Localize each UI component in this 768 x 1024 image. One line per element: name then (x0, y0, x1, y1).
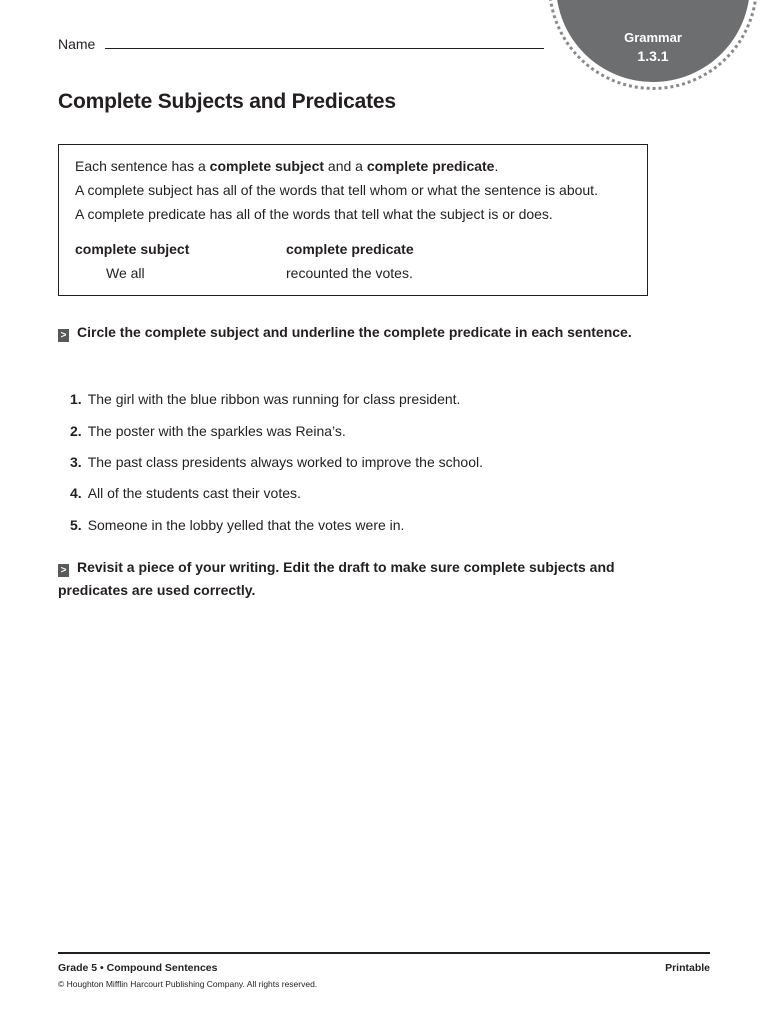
footer-copyright: © Houghton Mifflin Harcourt Publishing Company. All rights reserved. (58, 979, 318, 989)
complete-predicate-heading: complete predicate (286, 241, 414, 257)
list-item (70, 423, 346, 439)
footer-divider (58, 952, 710, 954)
list-item (70, 391, 460, 407)
arrow-right-icon: > (58, 329, 69, 342)
name-label: Name (58, 36, 96, 52)
info-l1-s3: complete predicate (366, 158, 495, 174)
directive-2-text: Revisit a piece of your writing. Edit the draft to make sure complete subjects and predicates are used correctly. (58, 559, 615, 598)
item-text: All of the students cast their votes. (87, 485, 301, 501)
list-item (70, 454, 483, 470)
item-number: 3. (70, 454, 82, 470)
item-number: 2. (70, 423, 82, 439)
item-text: The girl with the blue ribbon was running for class president. (87, 391, 461, 407)
list-item (70, 517, 404, 533)
footer-course: Grade 5 • Compound Sentences (58, 962, 218, 974)
info-l1-s0: Each sentence has a (75, 158, 210, 174)
list-item (70, 485, 301, 501)
item-number: 5. (70, 517, 82, 533)
example-subject: We all (106, 265, 145, 281)
badge-label: Grammar (624, 30, 682, 45)
arrow-right-icon: > (58, 564, 69, 577)
item-number: 1. (70, 391, 82, 407)
definition-line-2: A complete subject has all of the words that tell whom or what the sentence is about. (75, 182, 598, 198)
item-number: 4. (70, 485, 82, 501)
definition-line-3: A complete predicate has all of the words that tell what the subject is or does. (75, 206, 553, 222)
directive-2 (58, 556, 658, 602)
definition-box (58, 144, 648, 296)
info-l1-s1: complete subject (209, 158, 325, 174)
definition-line-1 (75, 158, 498, 174)
footer-printable: Printable (665, 962, 710, 974)
item-text: Someone in the lobby yelled that the votes were in. (87, 517, 405, 533)
badge-number: 1.3.1 (637, 48, 669, 64)
item-text: The poster with the sparkles was Reina’s. (87, 423, 346, 439)
complete-subject-heading: complete subject (75, 241, 190, 257)
directive-1 (58, 321, 658, 344)
info-l1-s2: and a (324, 158, 367, 174)
info-l1-s4: . (494, 158, 499, 174)
page-title: Complete Subjects and Predicates (58, 90, 396, 113)
name-field-line[interactable] (105, 48, 544, 49)
directive-1-text: Circle the complete subject and underline the complete predicate in each sentence. (77, 324, 632, 340)
example-predicate: recounted the votes. (286, 265, 413, 281)
item-text: The past class presidents always worked to improve the school. (87, 454, 483, 470)
